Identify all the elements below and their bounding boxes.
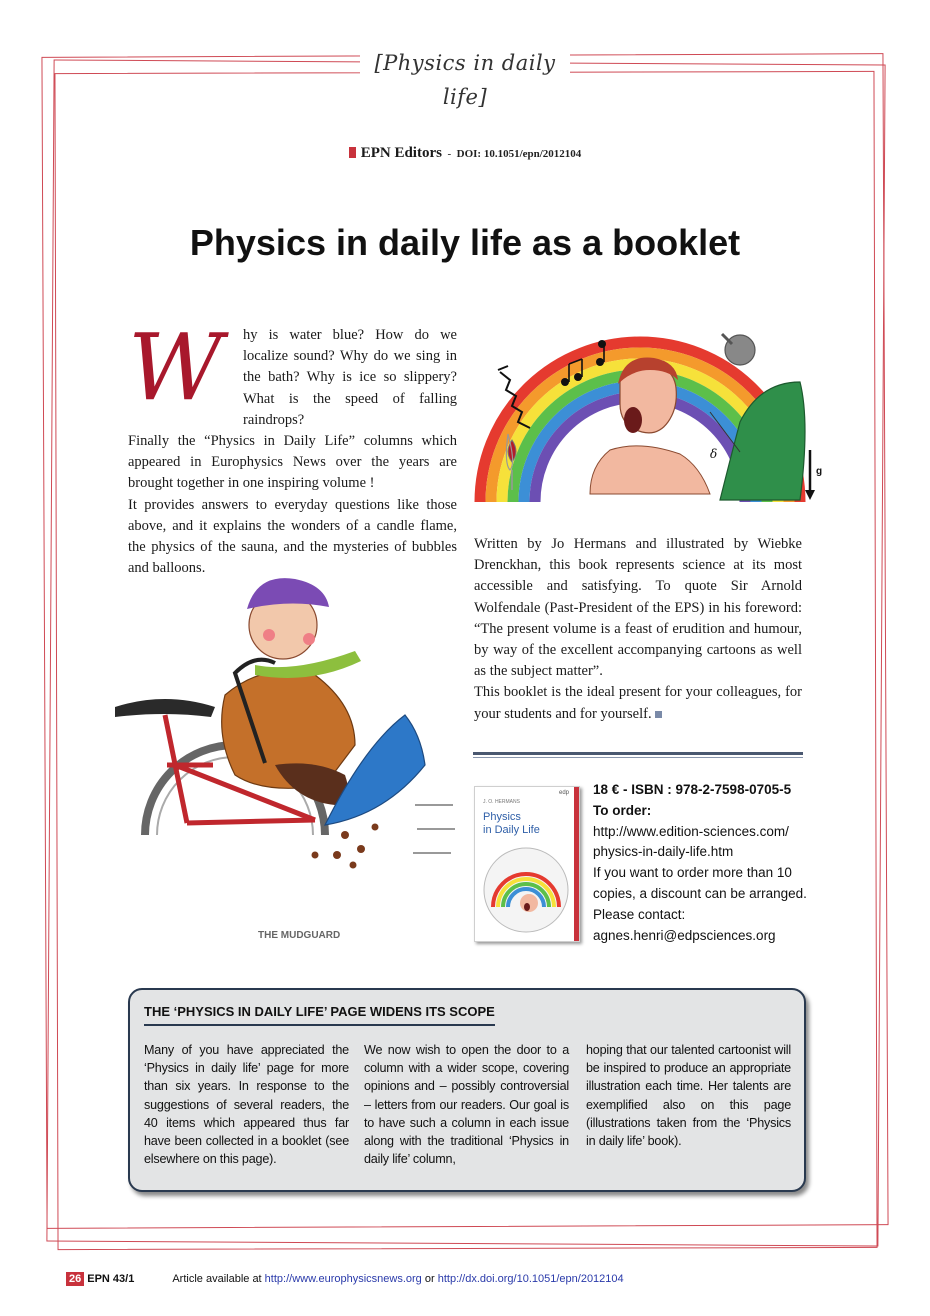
intro-paragraph-3: It provides answers to everyday questions like those above, and it explains the wonders of a candle flame, the physics of the sauna, and the mysteries of bubbles and balloons. [128, 496, 457, 577]
scope-box-column-3: hoping that our talented cartoonist will be inspired to produce an appropriate illustration each time. Her talents are exemplified also on this page (illustrations taken from the ‘Physics in daily life’ book). [586, 1043, 791, 1149]
to-order-label: To order: [593, 802, 652, 818]
byline-doi: DOI: 10.1051/epn/2012104 [456, 148, 582, 160]
rainbow-singer-illustration [470, 322, 830, 512]
page-number: 26 [66, 1272, 84, 1286]
page-title: Physics in daily life as a booklet [189, 222, 741, 263]
byline-square-icon [349, 147, 356, 158]
byline [0, 145, 930, 162]
page-footer [66, 1272, 624, 1286]
description-paragraph-1: Written by Jo Hermans and illustrated by Wiebke Drenckhan, this book represents science at its most accessible and satisfying. To quote Sir Arnold Wolfendale (Past-President of the EPS) in his foreword: “The present volume is a feast of erudition and humour, by way of the excellent accompanying cartoons as well as the subject matter”. [474, 536, 802, 680]
gravity-label: g [816, 466, 823, 477]
order-url-line-2[interactable]: physics-in-daily-life.htm [593, 844, 734, 860]
contact-email[interactable]: agnes.henri@edpsciences.org [593, 927, 776, 943]
divider-rule [473, 752, 803, 755]
book-title-line-1: Physics [483, 811, 521, 823]
byline-author: EPN Editors [360, 145, 442, 161]
discount-text: If you want to order more than 10 copies, a discount can be arranged. [593, 865, 807, 901]
scope-box-heading: THE ‘PHYSICS IN DAILY LIFE’ PAGE WIDENS ITS SCOPE [144, 1004, 495, 1026]
order-info [593, 780, 823, 946]
mudguard-cyclist-illustration [105, 565, 465, 925]
scope-box [128, 988, 806, 1192]
end-square-icon [655, 711, 662, 718]
footer-link-europhysicsnews[interactable]: http://www.europhysicsnews.org [264, 1273, 422, 1285]
footer-link-doi[interactable]: http://dx.doi.org/10.1051/epn/2012104 [437, 1273, 624, 1285]
publisher-mark: edp [558, 790, 569, 796]
description-paragraph-2: This booklet is the ideal present for your colleagues, for your students and for yourself. [474, 684, 802, 722]
scope-box-column-2: We now wish to open the door to a column with a wider scope, covering opinions and – possibly controversial – letters from our readers. Our goal is to have such a column in each issue along with the traditional ‘Physics in daily life’ column, [364, 1043, 569, 1167]
footer-or: or [421, 1273, 438, 1285]
book-description [474, 534, 802, 725]
intro-paragraph-1: hy is water blue? How do we localize sound? Why do we sing in the bath? Why is ice so slippery? What is the speed of falling raindrops? [243, 327, 457, 428]
order-url-line-1[interactable]: http://www.edition-sciences.com/ [593, 823, 789, 839]
book-cover-image [474, 786, 580, 942]
drop-cap: W [128, 314, 223, 421]
book-authors: J. O. HERMANS [483, 799, 520, 805]
book-spine [574, 787, 579, 941]
delta-label: δ [710, 447, 718, 461]
footer-prefix: Article available at [172, 1273, 265, 1285]
section-tag: [Physics in daily life] [360, 46, 570, 80]
book-title-line-2: in Daily Life [483, 824, 540, 836]
byline-separator: - [447, 148, 452, 160]
intro-text [128, 325, 457, 579]
intro-paragraph-2: Finally the “Physics in Daily Life” columns which appeared in Europhysics News over the years are brought together in one inspiring volume ! [128, 433, 457, 492]
scope-box-column-1: Many of you have appreciated the ‘Physics in daily life’ page for more than six years. In response to the suggestions of several readers, the 40 items which appeared thus far have been collected in a booklet (see elsewhere on this page). [144, 1043, 349, 1167]
book-cover-art [483, 847, 569, 933]
contact-label: Please contact: [593, 906, 686, 922]
divider-rule-thin [473, 757, 803, 758]
price-isbn: 18 € - ISBN : 978-2-7598-0705-5 [593, 782, 792, 797]
issue-label: EPN 43/1 [87, 1273, 135, 1285]
figure-caption: THE MUDGUARD [258, 930, 341, 941]
